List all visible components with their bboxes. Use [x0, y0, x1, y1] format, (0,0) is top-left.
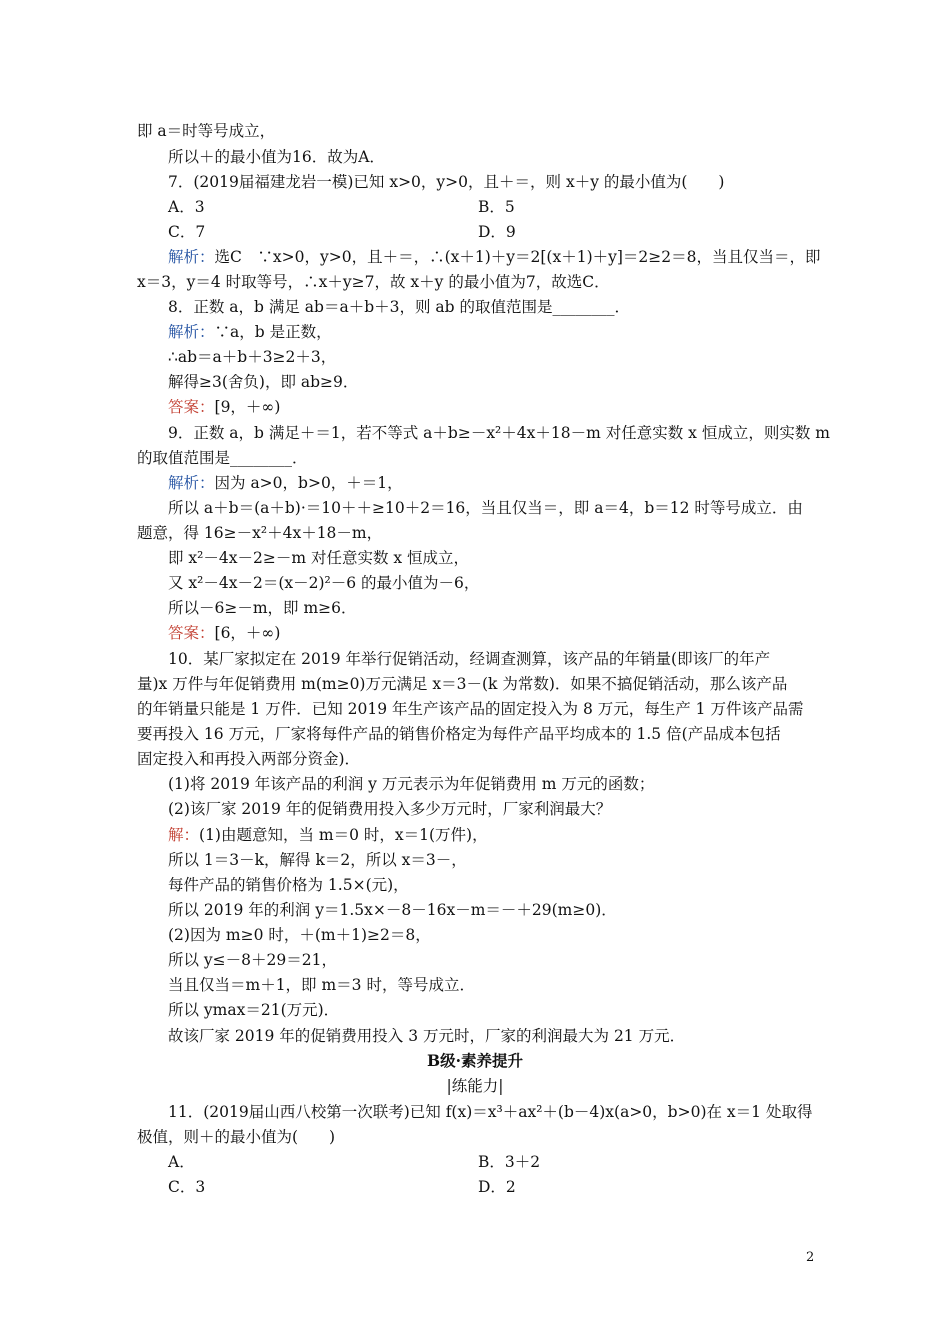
- question-10-part-1: (1)将 2019 年该产品的利润 y 万元表示为年促销费用 m 万元的函数；: [168, 775, 655, 793]
- solution-line: 即 x²－4x－2≥－m 对任意实数 x 恒成立，: [168, 549, 470, 567]
- solution-text: 选C ∵x>0，y>0，且＋＝，∴(x＋1)＋y＝2[(x＋1)＋y]＝2≥2＝8，当且仅当＝，即: [214, 248, 821, 266]
- option-a: A．: [168, 1153, 195, 1171]
- solution-text: 因为 a>0，b>0，＋＝1，: [214, 474, 403, 492]
- answer-text: [9，＋∞): [214, 398, 281, 416]
- question-10-part-2: (2)该厂家 2019 年的促销费用投入多少万元时，厂家利润最大？: [168, 800, 612, 818]
- answer-label: 答案：: [168, 398, 215, 416]
- text-line: 即 a＝时等号成立，: [137, 122, 276, 140]
- text-line: 所以＋的最小值为16．故为A．: [168, 148, 385, 166]
- option-c: C．3: [168, 1178, 206, 1196]
- solution-line: 故该厂家 2019 年的促销费用投入 3 万元时，厂家的利润最大为 21 万元．: [168, 1027, 686, 1045]
- solution-line: [168, 825, 488, 845]
- solution-line: [168, 247, 821, 267]
- option-d: D．9: [478, 223, 516, 241]
- question-10-cont: 固定投入和再投入两部分资金)．: [137, 750, 361, 768]
- solution-line: 所以 1＝3－k，解得 k＝2，所以 x＝3－，: [168, 851, 467, 869]
- solution-line: ∴ab＝a＋b＋3≥2＋3，: [168, 348, 337, 366]
- answer-label: 答案：: [168, 624, 215, 642]
- page-number: 2: [806, 1250, 815, 1265]
- question-10-cont: 的年销量只能是 1 万件．已知 2019 年生产该产品的固定投入为 8 万元，每生产 1 万件该产品需: [137, 700, 804, 718]
- question-8: 8．正数 a，b 满足 ab＝a＋b＋3，则 ab 的取值范围是________．: [168, 298, 631, 316]
- solution-line: 所以 y≤－8＋29＝21，: [168, 951, 337, 969]
- option-b: B．5: [478, 198, 515, 216]
- solution-line: 每件产品的销售价格为 1.5×(元)，: [168, 876, 409, 894]
- solution-label: 解：: [168, 826, 200, 844]
- solution-line: 当且仅当＝m＋1，即 m＝3 时，等号成立．: [168, 976, 475, 994]
- question-11-cont: 极值，则＋的最小值为( ): [137, 1128, 336, 1146]
- solution-text: (1)由题意知，当 m＝0 时，x＝1(万件)，: [199, 826, 488, 844]
- question-7: 7．(2019届福建龙岩一模)已知 x>0，y>0，且＋＝，则 x＋y 的最小值为( ): [168, 173, 725, 191]
- solution-line: 题意，得 16≥－x²＋4x＋18－m，: [137, 524, 383, 542]
- solution-label: 解析：: [168, 323, 215, 341]
- section-title: B级·素养提升: [427, 1051, 523, 1070]
- solution-line: 所以 2019 年的利润 y＝1.5x×－8－16x－m＝－＋29(m≥0)．: [168, 901, 617, 919]
- solution-label: 解析：: [168, 248, 215, 266]
- solution-label: 解析：: [168, 474, 215, 492]
- solution-line: [168, 322, 332, 342]
- option-b: B．3＋2: [478, 1153, 541, 1171]
- solution-line: [168, 473, 403, 493]
- solution-line: 又 x²－4x－2＝(x－2)²－6 的最小值为－6，: [168, 574, 480, 592]
- option-d: D．2: [478, 1178, 516, 1196]
- section-subtitle: |练能力|: [446, 1077, 504, 1095]
- option-a: A．3: [168, 198, 205, 216]
- question-11: 11．(2019届山西八校第一次联考)已知 f(x)＝x³＋ax²＋(b－4)x(a>0，b>0)在 x＝1 处取得: [168, 1103, 813, 1121]
- solution-line: 所以 ymax＝21(万元)．: [168, 1001, 340, 1019]
- answer-line: [168, 623, 280, 643]
- option-c: C．7: [168, 223, 206, 241]
- answer-text: [6，＋∞): [214, 624, 281, 642]
- solution-line: 解得≥3(舍负)，即 ab≥9．: [168, 373, 359, 391]
- question-10-cont: 量)x 万件与年促销费用 m(m≥0)万元满足 x＝3－(k 为常数)．如果不搞促销活动，那么该产品: [137, 675, 788, 693]
- solution-line: (2)因为 m≥0 时，＋(m＋1)≥2＝8，: [168, 926, 431, 944]
- solution-line: 所以－6≥－m，即 m≥6．: [168, 599, 357, 617]
- question-9-cont: 的取值范围是________．: [137, 449, 308, 467]
- solution-line: x＝3，y＝4 时取等号，∴x＋y≥7，故 x＋y 的最小值为7，故选C．: [137, 273, 610, 291]
- answer-line: [168, 397, 280, 417]
- question-10: 10．某厂家拟定在 2019 年举行促销活动，经调查测算，该产品的年销量(即该厂的年产: [168, 650, 771, 668]
- solution-line: 所以 a＋b＝(a＋b)·＝10＋＋≥10＋2＝16，当且仅当＝，即 a＝4，b＝12 时等号成立．由: [168, 499, 803, 517]
- question-9: 9．正数 a，b 满足＋＝1，若不等式 a＋b≥－x²＋4x＋18－m 对任意实数 x 恒成立，则实数 m: [168, 424, 830, 442]
- solution-text: ∵a，b 是正数，: [214, 323, 332, 341]
- question-10-cont: 要再投入 16 万元，厂家将每件产品的销售价格定为每件产品平均成本的 1.5 倍(产品成本包括: [137, 725, 781, 743]
